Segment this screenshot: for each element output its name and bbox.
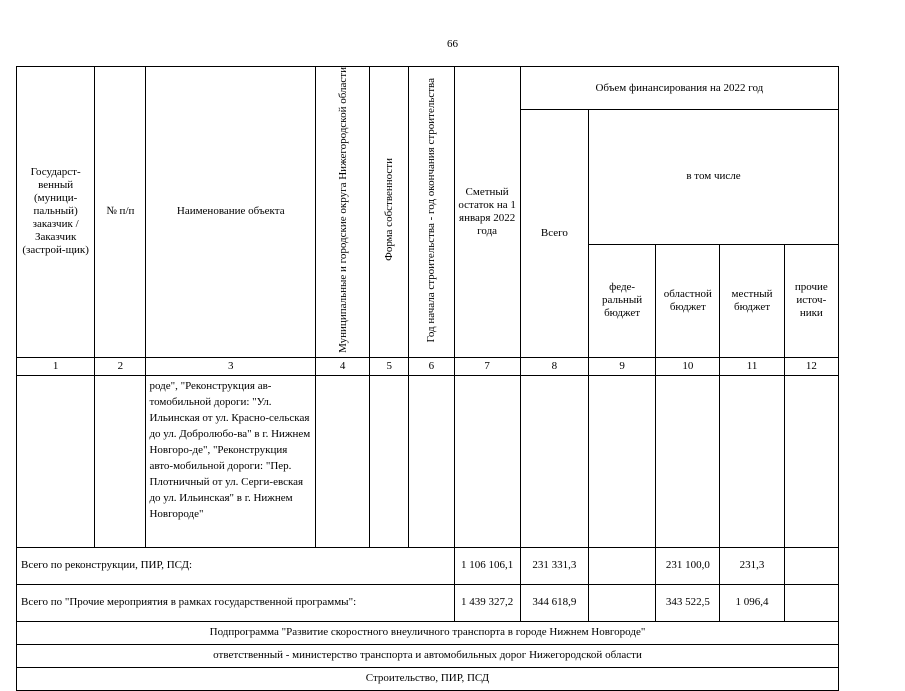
empty-cell bbox=[454, 375, 520, 547]
subprogram-heading: Подпрограмма "Развитие скоростного внеуличного транспорта в городе Нижнем Новгороде" bbox=[17, 621, 839, 644]
section-heading: Строительство, ПИР, ПСД bbox=[17, 667, 839, 690]
other-value bbox=[784, 584, 838, 621]
empty-cell bbox=[17, 375, 95, 547]
header-ownership-text: Форма собственности bbox=[383, 158, 396, 262]
total-row-other-measures bbox=[17, 584, 839, 621]
remainder-value: 1 106 106,1 bbox=[454, 547, 520, 584]
empty-cell bbox=[409, 375, 454, 547]
total-value: 344 618,9 bbox=[520, 584, 588, 621]
col-number: 1 bbox=[17, 357, 95, 375]
header-ownership bbox=[370, 67, 409, 358]
federal-value bbox=[588, 584, 655, 621]
col-number: 8 bbox=[520, 357, 588, 375]
header-object-name: Наименование объекта bbox=[146, 67, 316, 358]
regional-value: 231 100,0 bbox=[656, 547, 720, 584]
header-municipal bbox=[316, 67, 370, 358]
empty-cell bbox=[520, 375, 588, 547]
col-number: 12 bbox=[784, 357, 838, 375]
header-total: Всего bbox=[520, 110, 588, 358]
local-value: 1 096,4 bbox=[720, 584, 784, 621]
header-funding: Объем финансирования на 2022 год bbox=[520, 67, 838, 110]
header-years bbox=[409, 67, 454, 358]
empty-cell bbox=[588, 375, 655, 547]
total-label: Всего по реконструкции, ПИР, ПСД: bbox=[17, 547, 455, 584]
federal-value bbox=[588, 547, 655, 584]
header-num: № п/п bbox=[95, 67, 146, 358]
page-number: 66 bbox=[447, 38, 458, 50]
financing-table bbox=[16, 66, 839, 691]
regional-value: 343 522,5 bbox=[656, 584, 720, 621]
col-number: 5 bbox=[370, 357, 409, 375]
empty-cell bbox=[656, 375, 720, 547]
other-value bbox=[784, 547, 838, 584]
col-number: 6 bbox=[409, 357, 454, 375]
empty-cell bbox=[316, 375, 370, 547]
col-number: 7 bbox=[454, 357, 520, 375]
total-label: Всего по "Прочие мероприятия в рамках государственной программы": bbox=[17, 584, 455, 621]
header-local: местный бюджет bbox=[720, 244, 784, 357]
responsible-heading: ответственный - министерство транспорта и автомобильных дорог Нижегородской области bbox=[17, 644, 839, 667]
local-value: 231,3 bbox=[720, 547, 784, 584]
header-including: в том числе bbox=[588, 110, 838, 245]
col-number: 9 bbox=[588, 357, 655, 375]
header-regional: областной бюджет bbox=[656, 244, 720, 357]
header-federal: феде-ральный бюджет bbox=[588, 244, 655, 357]
col-number: 4 bbox=[316, 357, 370, 375]
col-number: 2 bbox=[95, 357, 146, 375]
empty-cell bbox=[95, 375, 146, 547]
empty-cell bbox=[784, 375, 838, 547]
total-row-reconstruction bbox=[17, 547, 839, 584]
header-customer: Государст-венный (муници-пальный) заказчик / Заказчик (застрой-щик) bbox=[17, 67, 95, 358]
col-number: 3 bbox=[146, 357, 316, 375]
remainder-value: 1 439 327,2 bbox=[454, 584, 520, 621]
header-other: прочие источ-ники bbox=[784, 244, 838, 357]
header-remainder: Сметный остаток на 1 января 2022 года bbox=[454, 67, 520, 358]
total-value: 231 331,3 bbox=[520, 547, 588, 584]
object-name-continuation: роде", "Реконструкция ав-томобильной дороги: "Ул. Ильинская от ул. Красно-сельская до ул. Добролюбо-ва" в г. Нижнем Новгоро-де", "Реконструкция авто-мобильной дороги: "Пер. Плотничный от ул. Серги-евская до ул. Ильинская" в г. Нижнем Новгороде" bbox=[146, 375, 316, 547]
col-number: 11 bbox=[720, 357, 784, 375]
header-years-text: Год начала строительства - год окончания строительства bbox=[425, 77, 438, 343]
header-municipal-text: Муниципальные и городские округа Нижегородской области bbox=[336, 67, 349, 353]
col-number: 10 bbox=[656, 357, 720, 375]
empty-cell bbox=[720, 375, 784, 547]
empty-cell bbox=[370, 375, 409, 547]
